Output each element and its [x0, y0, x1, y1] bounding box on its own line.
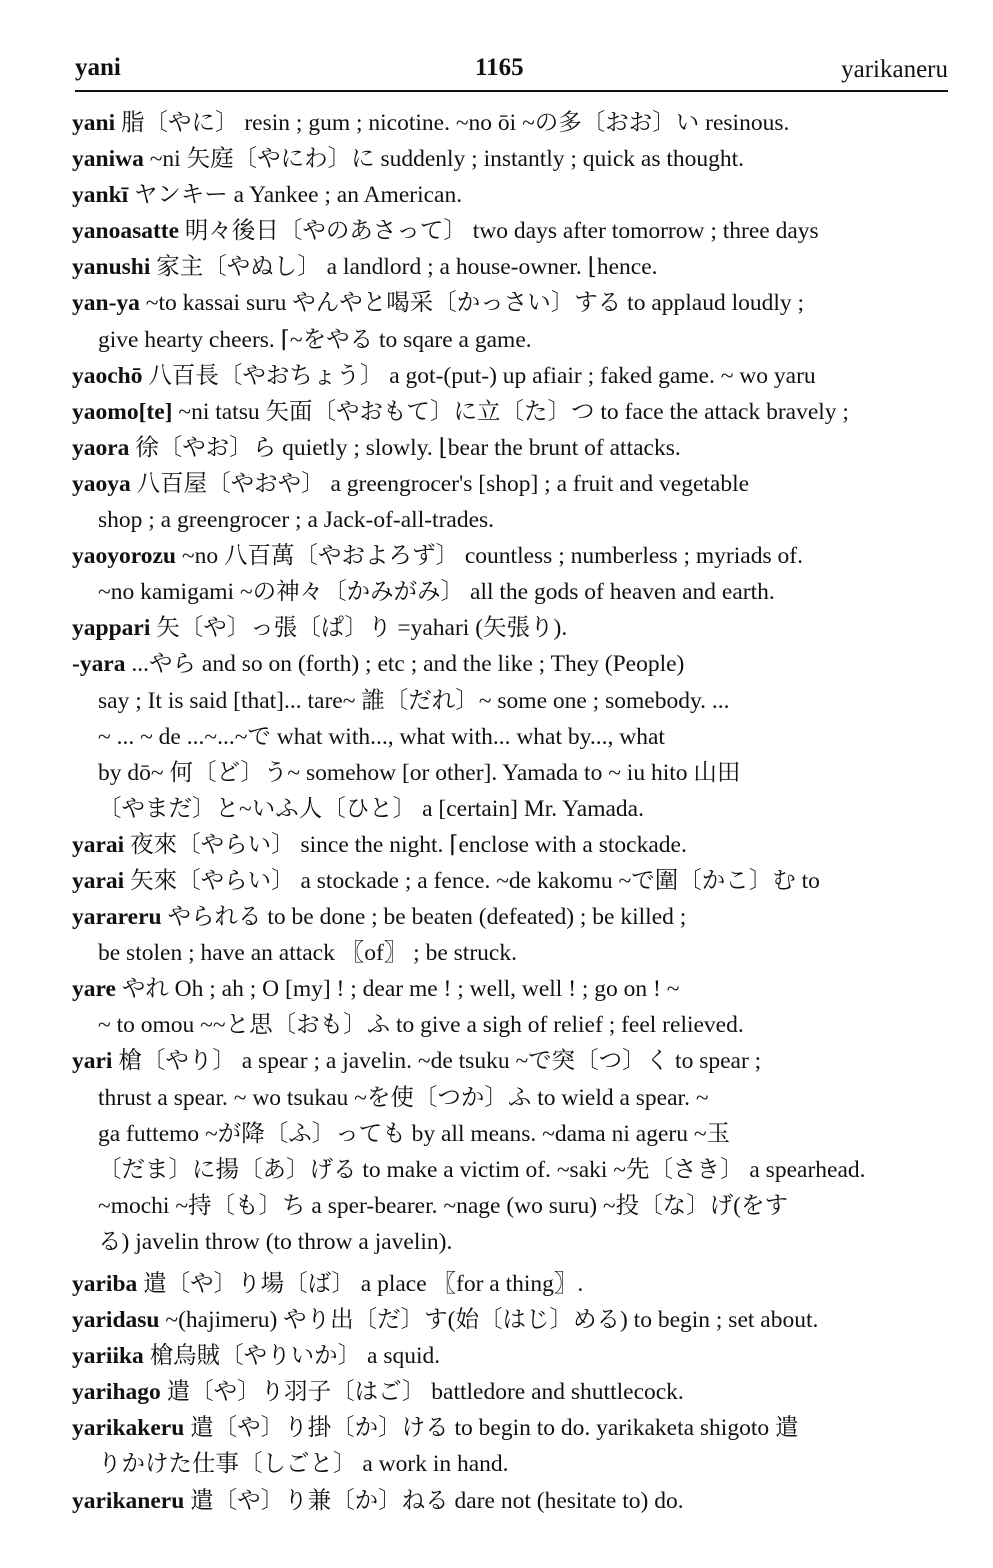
headword: yaochō — [72, 362, 143, 389]
entry-text: る) javelin throw (to throw a javelin). — [98, 1228, 453, 1255]
entry-text: やられる to be done ; be beaten (defeated) ; be killed ; — [161, 904, 687, 931]
continuation-line — [72, 1446, 952, 1482]
headword: yare — [72, 976, 116, 1003]
entry-text: ~to kassai suru やんやと喝采〔かっさい〕する to applaud loudly ; — [139, 290, 805, 317]
entry-line — [72, 358, 952, 394]
headword: yani — [72, 110, 116, 136]
entry-line — [72, 285, 952, 321]
headword: yaora — [72, 434, 130, 461]
entry-line — [72, 177, 952, 213]
entry-text: やれ Oh ; ah ; O [my] ! ; dear me ! ; well, well ! ; go on ! ~ — [115, 976, 680, 1003]
headword: yariika — [72, 1343, 144, 1370]
entry-line — [72, 1410, 952, 1446]
entry-line — [72, 394, 952, 430]
entry-line — [72, 646, 952, 682]
headword: yarareru — [72, 904, 162, 931]
entry-text: ~ni 矢庭〔やにわ〕に suddenly ; instantly ; quick as thought. — [143, 146, 745, 173]
header-right-guideword: yarikaneru — [841, 56, 948, 83]
entry-line — [72, 466, 952, 502]
headword: yaoyorozu — [72, 543, 177, 570]
continuation-line — [72, 755, 952, 791]
headword: yaridasu — [72, 1307, 160, 1334]
entry-text: 明々後日〔やのあさって〕 two days after tomorrow ; three days — [179, 218, 819, 245]
continuation-line — [72, 1188, 952, 1224]
headword: yariba — [72, 1271, 138, 1297]
entry-text: ~mochi ~持〔も〕ち a sper-bearer. ~nage (wo suru) ~投〔な〕げ(をす — [98, 1192, 788, 1219]
entry-text: be stolen ; have an attack 〖of〗 ; be struck. — [98, 940, 517, 967]
headword: yaniwa — [72, 146, 144, 173]
entry-line — [72, 1043, 952, 1079]
entry-text: ga futtemo ~が降〔ふ〕っても by all means. ~dama ni ageru ~玉 — [98, 1120, 731, 1147]
entry-text: 遣〔や〕り場〔ば〕 a place 〖for a thing〗. — [137, 1271, 584, 1297]
page-number: 1165 — [475, 54, 524, 81]
entry-line — [72, 213, 952, 249]
entry-line — [72, 827, 952, 863]
headword: yaomo[te] — [72, 398, 173, 425]
headword: yanushi — [72, 254, 151, 281]
headword: yankī — [72, 182, 129, 209]
entry-text: 矢〔や〕っ張〔ぱ〕り =yahari (矢張り). — [150, 615, 568, 642]
continuation-line — [72, 1224, 952, 1260]
entry-text: ~no kamigami ~の神々〔かみがみ〕 all the gods of heaven and earth. — [98, 579, 775, 606]
entry-text: 〔だま〕に揚〔あ〕げる to make a victim of. ~saki ~先〔さき〕 a spearhead. — [98, 1156, 866, 1183]
entry-text: by dō~ 何〔ど〕う~ somehow [or other]. Yamada to ~ iu hito 山田 — [98, 759, 741, 786]
continuation-line — [72, 791, 952, 827]
continuation-line — [72, 683, 952, 719]
entry-line — [72, 1483, 952, 1519]
headword: yaoya — [72, 470, 131, 497]
dictionary-entries — [72, 105, 952, 1519]
entry-text: thrust a spear. ~ wo tsukau ~を使〔つか〕ふ to wield a spear. ~ — [98, 1084, 709, 1111]
entry-text: ヤンキー a Yankee ; an American. — [128, 182, 463, 209]
continuation-line — [72, 1152, 952, 1188]
entry-text: 遣〔や〕り兼〔か〕ねる dare not (hesitate to) do. — [184, 1487, 684, 1514]
entry-text: ~ni tatsu 矢面〔やおもて〕に立〔た〕つ to face the attack bravely ; — [172, 398, 849, 425]
entry-line — [72, 1374, 952, 1410]
entry-line — [72, 1266, 952, 1302]
page-header — [75, 50, 948, 92]
headword: yari — [72, 1048, 113, 1075]
entry-line — [72, 971, 952, 1007]
entry-text: shop ; a greengrocer ; a Jack-of-all-trades. — [98, 507, 495, 534]
continuation-line — [72, 322, 952, 358]
entry-line — [72, 1338, 952, 1374]
continuation-line — [72, 1080, 952, 1116]
headword: yarihago — [72, 1379, 161, 1406]
entry-text: 槍〔やり〕 a spear ; a javelin. ~de tsuku ~で突〔つ〕く to spear ; — [112, 1048, 762, 1075]
entry-text: ~ ... ~ de ...~...~で what with..., what with... what by..., what — [98, 723, 665, 750]
entry-text: 遣〔や〕り掛〔か〕ける to begin to do. yarikaketa shigoto 遣 — [184, 1415, 799, 1442]
continuation-line — [72, 1116, 952, 1152]
continuation-line — [72, 1007, 952, 1043]
continuation-line — [72, 502, 952, 538]
entry-text: ~no 八百萬〔やおよろず〕 countless ; numberless ; myriads of. — [176, 543, 803, 570]
entry-line — [72, 863, 952, 899]
headword: yappari — [72, 615, 151, 642]
entry-text: 夜來〔やらい〕 since the night. ⌈enclose with a stockade. — [124, 831, 687, 858]
headword: yan-ya — [72, 290, 140, 317]
entry-line — [72, 610, 952, 646]
entry-text: 家主〔やぬし〕 a landlord ; a house-owner. ⌊hence. — [150, 254, 658, 281]
entry-line — [72, 249, 952, 285]
entry-text: 遣〔や〕り羽子〔はご〕 battledore and shuttlecock. — [160, 1379, 684, 1406]
entry-text: 徐〔やお〕ら quietly ; slowly. ⌊bear the brunt of attacks. — [129, 434, 681, 461]
entry-text: ~(hajimeru) やり出〔だ〕す(始〔はじ〕める) to begin ; set about. — [159, 1307, 819, 1334]
headword: yanoasatte — [72, 218, 180, 245]
entry-line — [72, 1302, 952, 1338]
headword: yarai — [72, 867, 125, 894]
headword: yarikaneru — [72, 1487, 185, 1514]
entry-line — [72, 105, 952, 141]
entry-text: ...やら and so on (forth) ; etc ; and the like ; They (People) — [125, 651, 685, 678]
header-left-guideword: yani — [75, 54, 121, 81]
headword: yarai — [72, 831, 125, 858]
entry-line — [72, 899, 952, 935]
continuation-line — [72, 935, 952, 971]
headword: yarikakeru — [72, 1415, 185, 1442]
entry-text: give hearty cheers. ⌈~をやる to sqare a game. — [98, 326, 532, 353]
entry-text: 八百屋〔やおや〕 a greengrocer's [shop] ; a fruit and vegetable — [130, 470, 750, 497]
entry-text: 〔やまだ〕と~いふ人〔ひと〕 a [certain] Mr. Yamada. — [98, 795, 644, 822]
entry-text: 脂〔やに〕 resin ; gum ; nicotine. ~no ōi ~の多〔おお〕い resinous. — [115, 110, 790, 136]
entry-line — [72, 538, 952, 574]
entry-text: say ; It is said [that]... tare~ 誰〔だれ〕~ some one ; somebody. ... — [98, 687, 730, 714]
continuation-line — [72, 574, 952, 610]
entry-line — [72, 430, 952, 466]
headword: -yara — [72, 651, 126, 678]
entry-text: 八百長〔やおちょう〕 a got-(put-) up afiair ; faked game. ~ wo yaru — [142, 362, 816, 389]
entry-text: ~ to omou ~~と思〔おも〕ふ to give a sigh of relief ; feel relieved. — [98, 1012, 744, 1039]
entry-line — [72, 141, 952, 177]
entry-text: 矢來〔やらい〕 a stockade ; a fence. ~de kakomu ~で圍〔かこ〕む to — [124, 867, 820, 894]
continuation-line — [72, 719, 952, 755]
entry-text: りかけた仕事〔しごと〕 a work in hand. — [98, 1451, 509, 1478]
entry-text: 槍烏賊〔やりいか〕 a squid. — [143, 1343, 441, 1370]
